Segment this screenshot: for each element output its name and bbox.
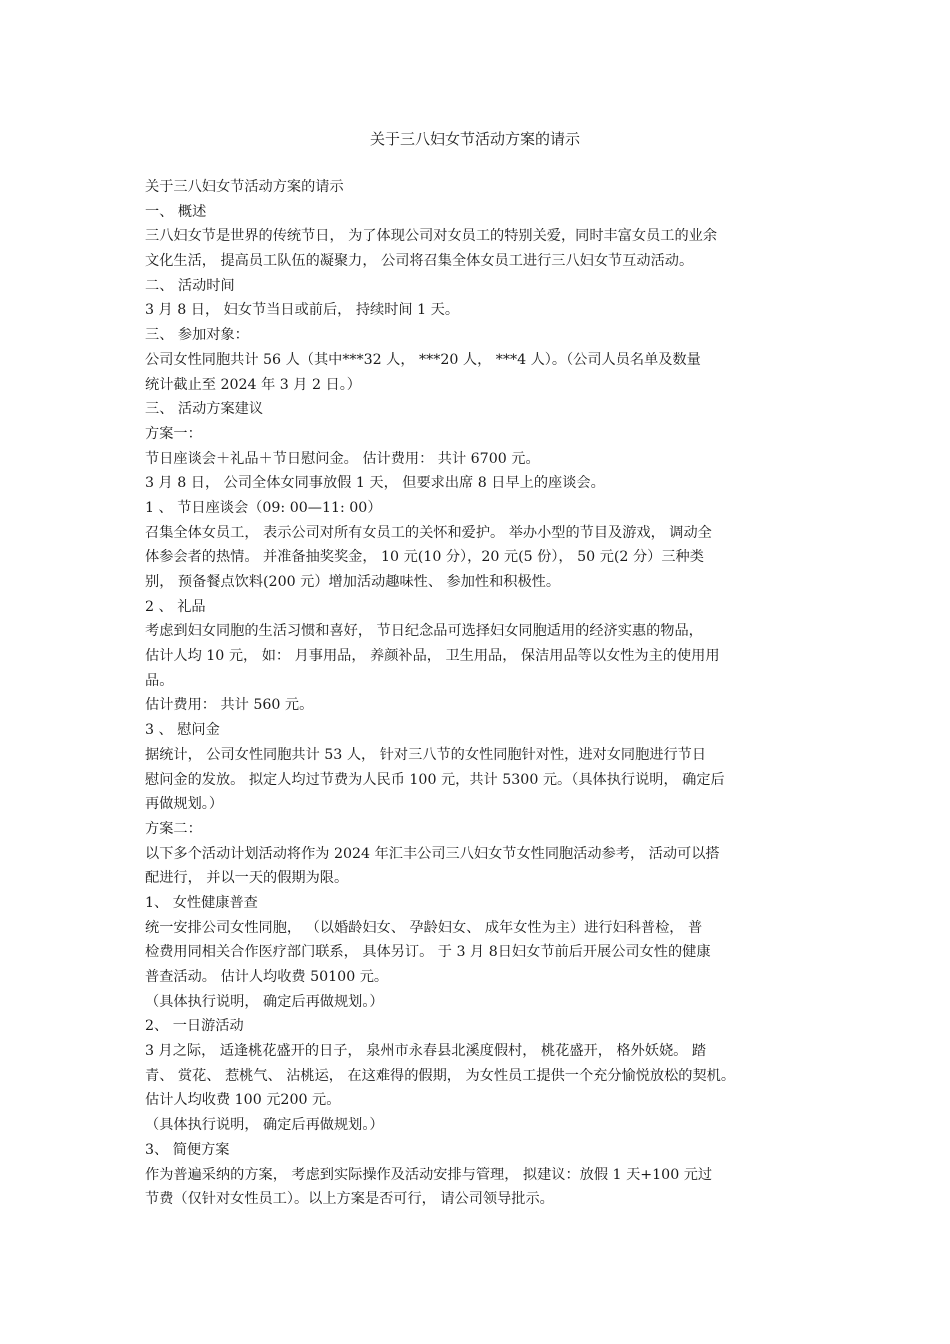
text-line: 品。 (145, 672, 174, 689)
text-line: 公司女性同胞共计 56 人（其中***32 人， ***20 人， ***4 人）。（公司人员名单及数量 (145, 351, 701, 368)
text-line: 估计人均收费 100 元200 元。 (145, 1092, 341, 1109)
text-line: 配进行， 并以一天的假期为限。 (145, 870, 349, 887)
text-line: 普查活动。 估计人均收费 50100 元。 (145, 969, 389, 985)
text-line: （具体执行说明， 确定后再做规划。） (145, 993, 384, 1010)
text-line: 统计截止至 2024 年 3 月 2 日。） (145, 376, 361, 393)
text-line: 3 月之际， 适逢桃花盛开的日子， 泉州市永春县北溪度假村， 桃花盛开， 格外妖娆。 踏 (145, 1043, 707, 1060)
text-line: 作为普遍采纳的方案， 考虑到实际操作及活动安排与管理， 拟建议：放假 1 天+100 元过 (145, 1166, 713, 1183)
text-line: 别， 预备餐点饮料(200 元）增加活动趣味性、 参加性和积极性。 (145, 574, 561, 590)
text-line: 2、 一日游活动 (145, 1018, 244, 1035)
document-body (145, 175, 817, 1212)
text-line: 一、 概述 (145, 203, 207, 220)
text-line: 方案一： (145, 425, 202, 442)
text-line: 据统计， 公司女性同胞共计 53 人， 针对三八节的女性同胞针对性，进对女同胞进行节日 (145, 746, 707, 763)
text-line: 3 、 慰问金 (145, 722, 220, 739)
text-line: 三、 活动方案建议 (145, 401, 264, 418)
text-line: 3、 简便方案 (145, 1141, 230, 1158)
text-line: 考虑到妇女同胞的生活习惯和喜好， 节日纪念品可选择妇女同胞适用的经济实惠的物品， (145, 623, 703, 640)
document-title: 关于三八妇女节活动方案的请示 (369, 130, 580, 148)
text-line: 二、 活动时间 (145, 277, 235, 294)
text-line: 以下多个活动计划活动将作为 2024 年汇丰公司三八妇女节女性同胞活动参考， 活动可以搭 (145, 845, 720, 862)
text-line: 2 、 礼品 (145, 598, 206, 615)
text-line: 1、 女性健康普查 (145, 894, 258, 911)
text-line: 估计费用： 共计 560 元。 (145, 697, 314, 714)
text-line: 估计人均 10 元， 如： 月事用品， 养颜补品， 卫生用品， 保洁用品等以女性为主的使用用 (145, 648, 720, 665)
text-line: 统一安排公司女性同胞， （以婚龄妇女、 孕龄妇女、 成年女性为主）进行妇科普检， 普 (145, 919, 703, 936)
text-line: 3 月 8 日， 妇女节当日或前后， 持续时间 1 天。 (145, 302, 460, 319)
text-line: 文化生活， 提高员工队伍的凝聚力， 公司将召集全体女员工进行三八妇女节互动活动。 (145, 253, 694, 270)
text-line: 再做规划。） (145, 796, 224, 813)
text-line: 三八妇女节是世界的传统节日， 为了体现公司对女员工的特别关爱，同时丰富女员工的业余 (145, 228, 718, 245)
text-line: 体参会者的热情。 并准备抽奖奖金， 10 元(10 分），20 元(5 份）， 50 元(2 分）三种类 (145, 549, 704, 566)
text-line: 关于三八妇女节活动方案的请示 (145, 179, 344, 195)
text-line: 节日座谈会＋礼品＋节日慰问金。 估计费用： 共计 6700 元。 (145, 450, 540, 467)
text-line: 1 、 节日座谈会（09: 00—11: 00） (145, 499, 382, 516)
text-line: 召集全体女员工， 表示公司对所有女员工的关怀和爱护。 举办小型的节目及游戏， 调动全 (145, 524, 712, 541)
text-line: 青、 赏花、 惹桃气、 沾桃运， 在这难得的假期， 为女性员工提供一个充分愉悦放松的契机。 (145, 1067, 736, 1084)
text-line: （具体执行说明， 确定后再做规划。） (145, 1117, 384, 1134)
text-line: 慰问金的发放。 拟定人均过节费为人民币 100 元，共计 5300 元。（具体执行说明， 确定后 (145, 771, 725, 788)
text-line: 检费用同相关合作医疗部门联系， 具体另订。 于 3 月 8日妇女节前后开展公司女性的健康 (145, 944, 711, 961)
text-line: 3 月 8 日， 公司全体女同事放假 1 天， 但要求出席 8 日早上的座谈会。 (145, 475, 605, 492)
text-line: 方案二： (145, 820, 202, 837)
text-line: 三、 参加对象： (145, 327, 249, 344)
text-line: 节费（仅针对女性员工）。以上方案是否可行， 请公司领导批示。 (145, 1191, 554, 1208)
